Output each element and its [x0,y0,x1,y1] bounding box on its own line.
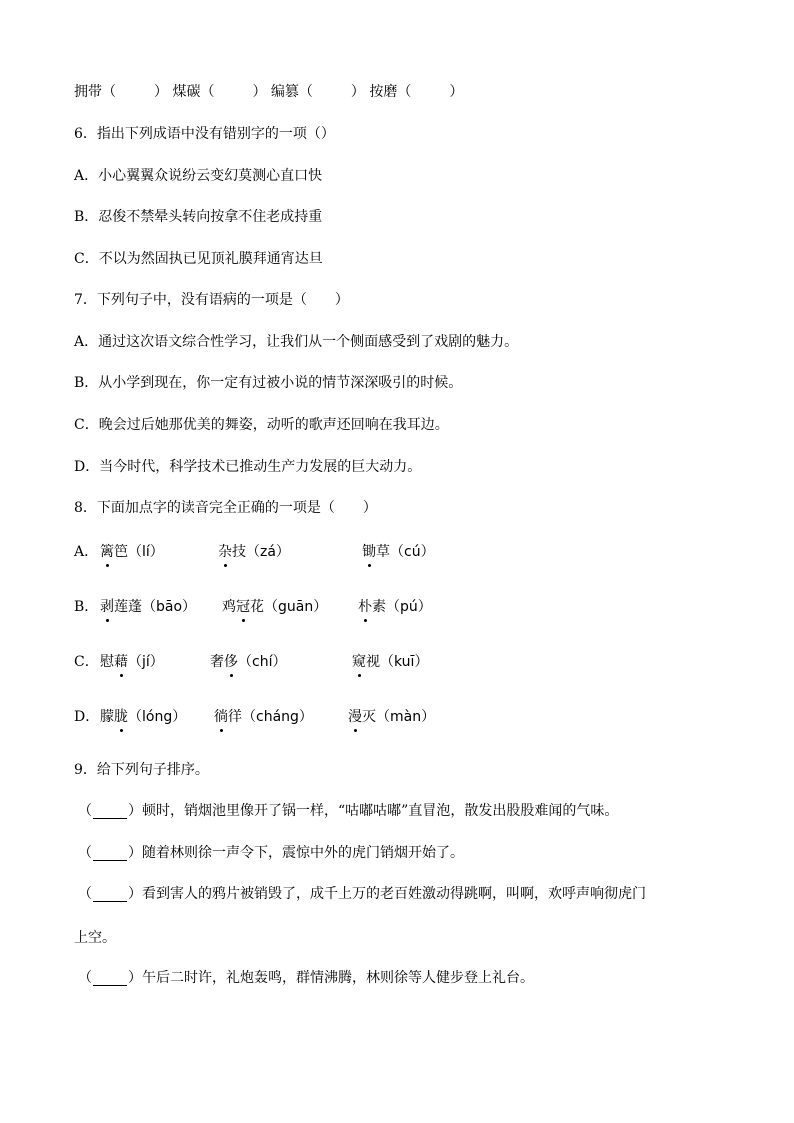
question-8-option-b[interactable]: B． 剥莲蓬（bāo） 鸡冠花（guān） 朴素（pú） [74,599,432,615]
order-sentence-4: （ ）午后二时许，礼炮轰鸣，群情沸腾，林则徐等人健步登上礼台。 [78,970,534,986]
question-7-stem: 7．下列句子中，没有语病的一项是（ ） [74,292,349,308]
question-8-stem: 8．下面加点字的读音完全正确的一项是（ ） [74,500,377,516]
order-sentence-1: （ ）顿时，销烟池里像开了锅一样，“咕嘟咕嘟”直冒泡，散发出股股难闻的气味。 [78,803,619,819]
item-a2: 杂技（zá） [218,544,290,560]
question-6-option-a[interactable]: A．小心翼翼众说纷云变幻莫测心直口快 [74,168,323,184]
question-6-option-b[interactable]: B．忍俊不禁晕头转向按拿不住老成持重 [74,209,323,225]
item-b2: 鸡冠花（guān） [222,599,328,615]
item-b1: 剥莲蓬（bāo） [100,599,197,615]
order-blank-1[interactable] [93,804,127,819]
question-7-option-b[interactable]: B．从小学到现在，你一定有过被小说的情节深深吸引的时候。 [74,375,463,391]
item-a3: 锄草（cú） [362,544,435,560]
question-9-stem: 9．给下列句子排序。 [74,762,209,778]
item-a1: 篱笆（lí） [100,544,164,560]
item-d1: 朦胧（lóng） [100,709,187,725]
order-sentence-3-continuation: 上空。 [74,930,116,946]
order-blank-4[interactable] [93,971,127,986]
pinyin-fill-line: 拥带（ ） 煤碳（ ） 编篡（ ） 按磨（ ） [74,84,464,100]
question-6-option-c[interactable]: C．不以为然固执已见顶礼膜拜通宵达旦 [74,251,323,267]
order-blank-2[interactable] [93,846,127,861]
order-sentence-3: （ ）看到害人的鸦片被销毁了，成千上万的老百姓激动得跳啊，叫啊，欢呼声响彻虎门 [78,886,646,902]
question-7-option-d[interactable]: D．当今时代，科学技术已推动生产力发展的巨大动力。 [74,459,422,475]
question-7-option-a[interactable]: A．通过这次语文综合性学习，让我们从一个侧面感受到了戏剧的魅力。 [74,334,519,350]
word-1: 拥带 [74,84,102,100]
question-8-option-a[interactable]: A． 篱笆（lí） 杂技（zá） 锄草（cú） [74,544,435,560]
word-2: 煤碳 [172,84,201,100]
question-6-stem: 6．指出下列成语中没有错别字的一项（） [74,126,335,142]
item-d3: 漫灭（màn） [348,709,436,725]
item-c2: 奢侈（chí） [210,654,287,670]
word-3: 编篡 [270,84,299,100]
word-4: 按磨 [369,84,398,100]
item-c1: 慰藉（jí） [100,654,164,670]
item-d2: 徜徉（cháng） [214,709,313,725]
question-7-option-c[interactable]: C．晚会过后她那优美的舞姿，动听的歌声还回响在我耳边。 [74,417,449,433]
item-c3: 窥视（kuī） [352,654,429,670]
question-8-option-d[interactable]: D． 朦胧（lóng） 徜徉（cháng） 漫灭（màn） [74,709,436,725]
order-blank-3[interactable] [93,887,127,902]
item-b3: 朴素（pú） [358,599,432,615]
question-8-option-c[interactable]: C． 慰藉（jí） 奢侈（chí） 窥视（kuī） [74,654,429,670]
order-sentence-2: （ ）随着林则徐一声令下，震惊中外的虎门销烟开始了。 [78,845,464,861]
